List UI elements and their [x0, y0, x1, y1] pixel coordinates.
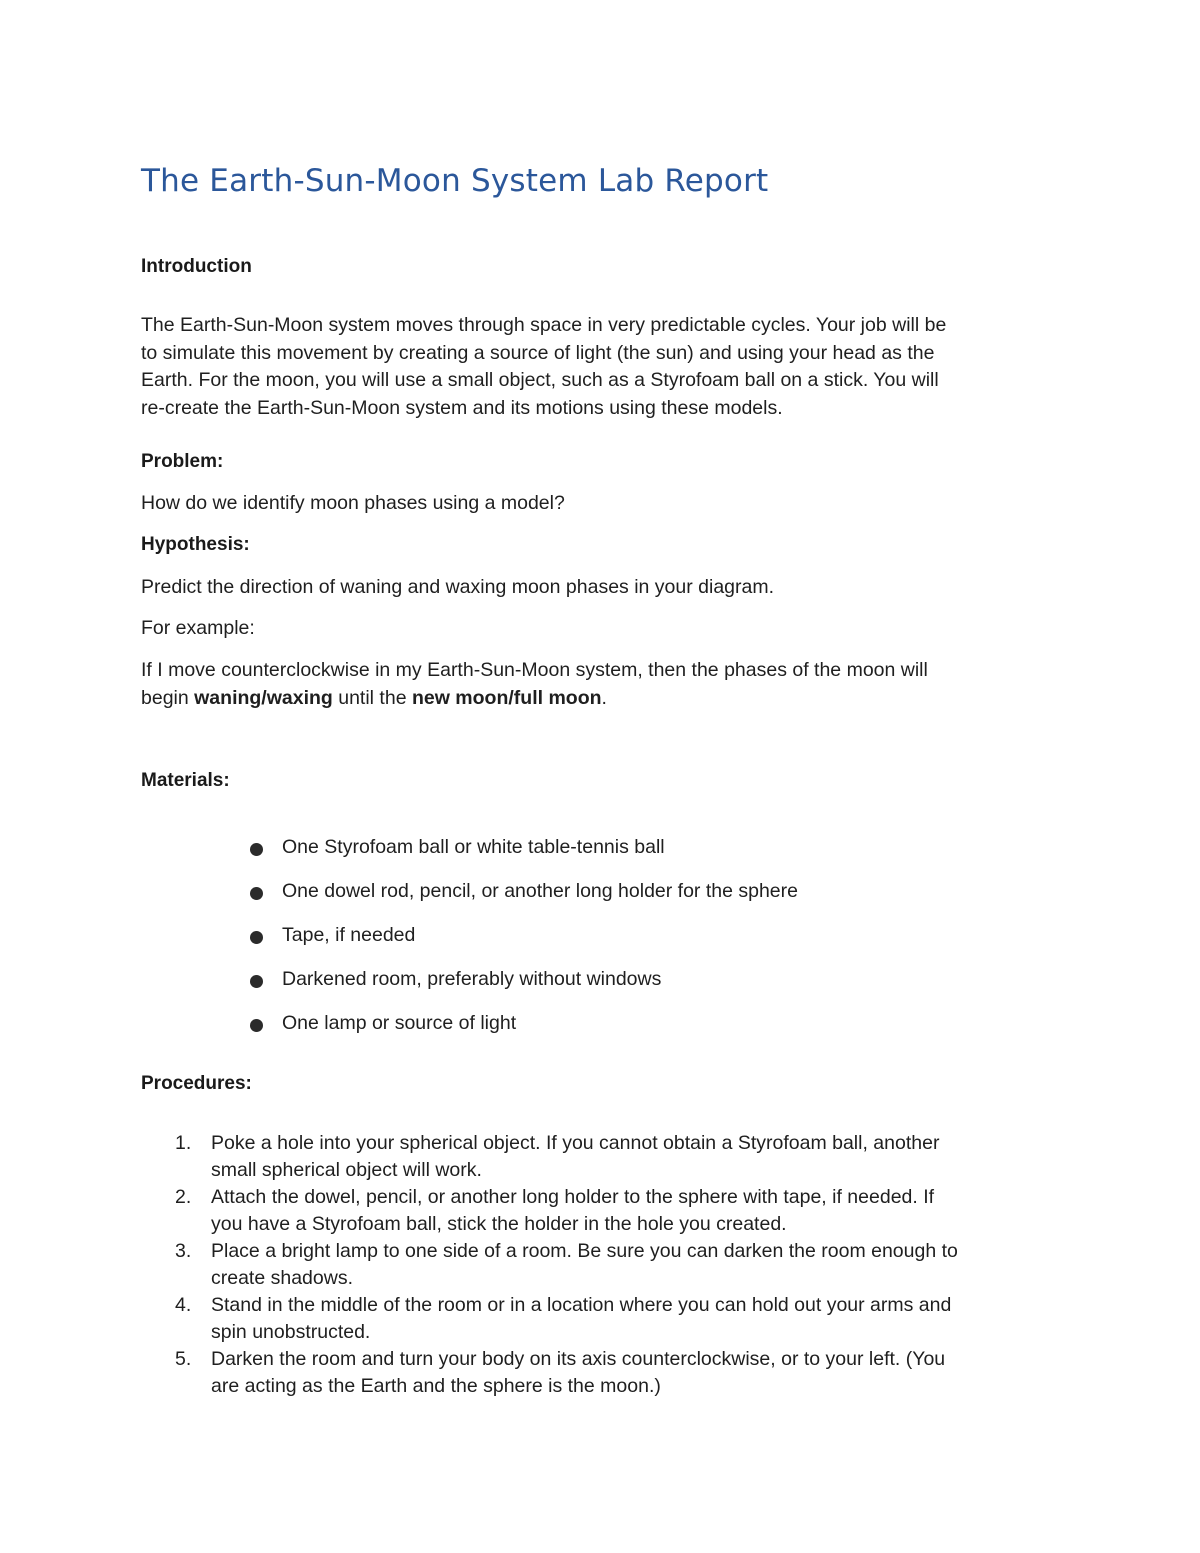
- list-item: [141, 1292, 1061, 1346]
- bullet-icon: [250, 887, 263, 900]
- problem-heading: Problem:: [141, 451, 224, 472]
- procedures-list: [141, 1130, 1061, 1400]
- example-suffix: .: [601, 686, 607, 709]
- material-label: Darkened room, preferably without windows: [282, 968, 662, 990]
- step-line: Place a bright lamp to one side of a room. Be sure you can darken the room enough to: [211, 1240, 958, 1262]
- step-line: Stand in the middle of the room or in a location where you can hold out your arms and: [211, 1294, 952, 1316]
- hypothesis-prompt: Predict the direction of waning and waxing moon phases in your diagram.: [141, 576, 775, 598]
- introduction-line: to simulate this movement by creating a source of light (the sun) and using your head as the: [141, 341, 935, 364]
- list-item: [246, 922, 798, 966]
- step-line: Darken the room and turn your body on its axis counterclockwise, or to your left. (You: [211, 1348, 946, 1370]
- list-item: [246, 1010, 798, 1054]
- procedures-heading: Procedures:: [141, 1073, 252, 1094]
- example-label: For example:: [141, 617, 255, 639]
- introduction-heading: Introduction: [141, 256, 252, 277]
- step-line: small spherical object will work.: [211, 1159, 482, 1181]
- example-middle: until the: [332, 686, 412, 709]
- introduction-line: The Earth-Sun-Moon system moves through space in very predictable cycles. Your job will be: [141, 314, 947, 336]
- step-line: create shadows.: [211, 1267, 353, 1289]
- step-number: 1.: [175, 1132, 192, 1154]
- materials-heading: Materials:: [141, 770, 230, 791]
- material-label: One lamp or source of light: [282, 1012, 517, 1034]
- step-line: you have a Styrofoam ball, stick the holder in the hole you created.: [211, 1213, 787, 1235]
- step-text: [211, 1292, 1061, 1346]
- step-text: [211, 1238, 1061, 1292]
- step-line: are acting as the Earth and the sphere is the moon.): [211, 1375, 661, 1397]
- hypothesis-heading: Hypothesis:: [141, 534, 250, 555]
- materials-list: [246, 834, 798, 1054]
- step-text: [211, 1130, 1061, 1184]
- list-item: [141, 1238, 1061, 1292]
- step-line: Attach the dowel, pencil, or another long holder to the sphere with tape, if needed. If: [211, 1186, 935, 1208]
- step-line: Poke a hole into your spherical object. If you cannot obtain a Styrofoam ball, another: [211, 1132, 940, 1154]
- bullet-icon: [250, 931, 263, 944]
- step-text: [211, 1346, 1061, 1400]
- list-item: [246, 966, 798, 1010]
- introduction-line: Earth. For the moon, you will use a small object, such as a Styrofoam ball on a stick. You will: [141, 369, 939, 391]
- bullet-icon: [250, 975, 263, 988]
- material-label: One Styrofoam ball or white table-tennis ball: [282, 836, 665, 858]
- list-item: [246, 878, 798, 922]
- list-item: [141, 1184, 1061, 1238]
- step-text: [211, 1184, 1061, 1238]
- example-bold-moon: new moon/full moon: [411, 686, 602, 709]
- list-item: [141, 1346, 1061, 1400]
- list-item: [246, 834, 798, 878]
- example-line: If I move counterclockwise in my Earth-Sun-Moon system, then the phases of the moon will: [141, 659, 928, 681]
- bullet-icon: [250, 843, 263, 856]
- material-label: One dowel rod, pencil, or another long holder for the sphere: [282, 880, 798, 902]
- introduction-line: re-create the Earth-Sun-Moon system and its motions using these models.: [141, 396, 783, 419]
- step-number: 2.: [175, 1186, 192, 1208]
- list-item: [141, 1130, 1061, 1184]
- problem-text: How do we identify moon phases using a model?: [141, 492, 565, 514]
- hypothesis-example: [141, 657, 928, 712]
- bullet-icon: [250, 1019, 263, 1032]
- step-number: 3.: [175, 1240, 192, 1262]
- document-title: The Earth-Sun-Moon System Lab Report: [141, 163, 769, 199]
- example-prefix: begin: [141, 686, 195, 709]
- introduction-paragraph: [141, 312, 946, 422]
- step-number: 5.: [175, 1348, 192, 1370]
- step-number: 4.: [175, 1294, 192, 1316]
- example-bold-waning-waxing: waning/waxing: [194, 686, 333, 709]
- example-line: [141, 685, 928, 713]
- step-line: spin unobstructed.: [211, 1321, 371, 1343]
- material-label: Tape, if needed: [282, 924, 416, 946]
